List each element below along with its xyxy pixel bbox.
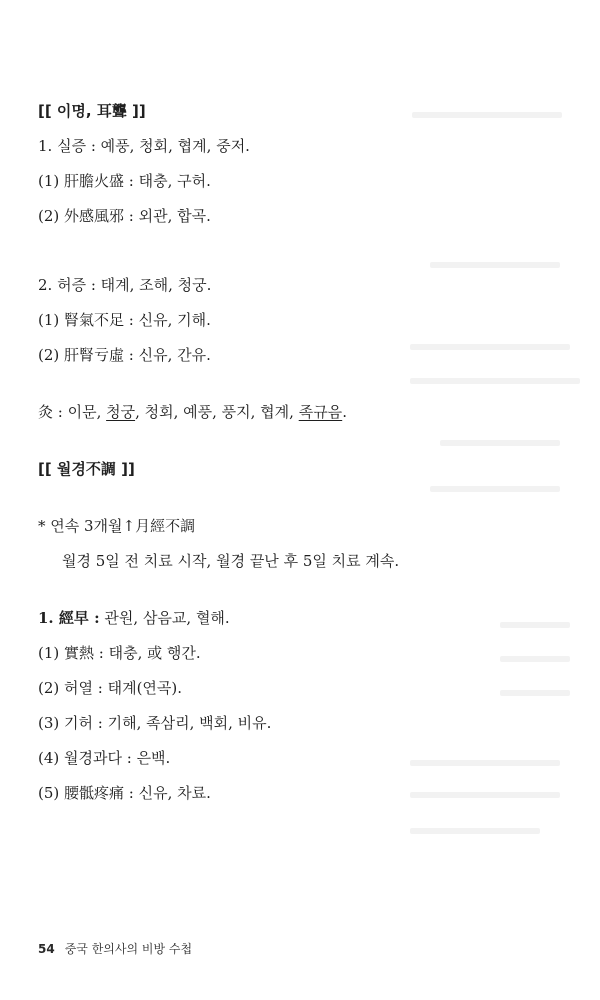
page-footer — [38, 940, 192, 957]
liver-gallbladder-fire-line: (1) 肝膽火盛 : 태충, 구허. — [38, 172, 211, 190]
external-wind-line: (2) 外感風邪 : 외관, 합곡. — [38, 207, 211, 225]
note-line-1: * 연속 3개월↑月經不調 — [38, 517, 196, 535]
moxibustion-suffix: . — [342, 403, 347, 421]
book-title: 중국 한의사의 비방 수첩 — [64, 942, 193, 956]
spacer — [38, 579, 568, 601]
underlined-point-jokgyueum: 족규음 — [298, 403, 343, 421]
spacer — [38, 487, 568, 509]
spacer — [38, 430, 568, 452]
spacer — [38, 373, 568, 395]
spacer — [38, 234, 568, 268]
early-menstruation-line — [38, 601, 568, 636]
page-number: 54 — [38, 942, 55, 956]
list-item: (5) 腰骶疼痛 : 신유, 차료. — [38, 784, 211, 802]
liver-kidney-deficiency-line: (2) 肝腎亏虛 : 신유, 간유. — [38, 346, 211, 364]
list-item: (4) 월경과다 : 은백. — [38, 749, 171, 767]
section-heading-tinnitus: [[ 이명, 耳聾 ]] — [38, 102, 146, 120]
early-menstruation-label: 1. 經早 : — [38, 609, 100, 627]
kidney-qi-deficiency-line: (1) 腎氣不足 : 신유, 기해. — [38, 311, 211, 329]
moxibustion-prefix: 灸 : 이문, — [38, 403, 107, 421]
page-content — [38, 94, 568, 811]
underlined-point-cheonggung: 청궁 — [106, 403, 136, 421]
note-line-2: 월경 5일 전 치료 시작, 월경 끝난 후 5일 치료 계속. — [62, 552, 400, 570]
list-item: (1) 實熱 : 태충, 或 행간. — [38, 644, 201, 662]
moxibustion-middle: , 청회, 예풍, 풍지, 협계, — [135, 403, 299, 421]
moxibustion-line — [38, 395, 568, 430]
early-menstruation-points: 관원, 삼음교, 혈해. — [99, 609, 230, 627]
list-item: (3) 기허 : 기해, 족삼리, 백회, 비유. — [38, 714, 272, 732]
list-item: (2) 허열 : 태계(연곡). — [38, 679, 183, 697]
excess-pattern-line: 1. 실증 : 예풍, 청회, 협계, 중저. — [38, 137, 250, 155]
deficiency-pattern-line: 2. 허증 : 태계, 조해, 청궁. — [38, 276, 212, 294]
section-heading-menstrual: [[ 월경不調 ]] — [38, 460, 135, 478]
